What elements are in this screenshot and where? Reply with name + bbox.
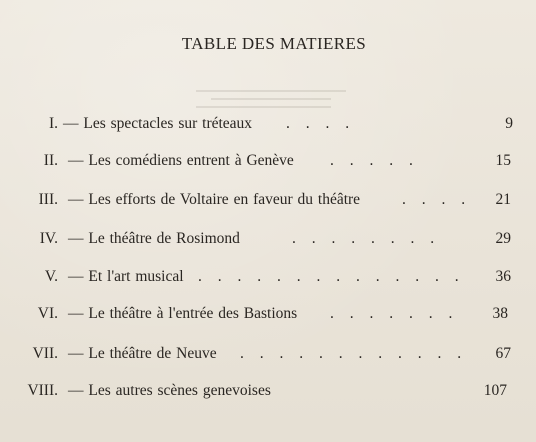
chapter-title: — Les efforts de Voltaire en faveur du théâtre xyxy=(68,191,361,208)
chapter-number: V. xyxy=(44,268,58,285)
leader-dots: . . . . . . . . . . . . xyxy=(240,345,468,362)
toc-entry xyxy=(0,266,536,288)
leader-dots: . . . . xyxy=(286,115,356,132)
toc-entry xyxy=(0,113,536,135)
leader-dots: . . . . . . . . . . . . . . xyxy=(198,268,465,285)
page-number: 15 xyxy=(495,152,511,169)
leader-dots: . . . . . . . xyxy=(330,305,459,322)
chapter-title: — Le théâtre de Neuve xyxy=(68,345,217,362)
page-number: 67 xyxy=(495,345,511,362)
chapter-title: — Le théâtre de Rosimond xyxy=(68,230,240,247)
toc-entry xyxy=(0,380,536,402)
toc-entry xyxy=(0,228,536,250)
page-number: 107 xyxy=(483,382,507,399)
chapter-number: VI. xyxy=(37,305,58,322)
chapter-title: — Et l'art musical xyxy=(68,268,184,285)
page-number: 38 xyxy=(492,305,508,322)
page-number: 9 xyxy=(505,115,513,132)
toc-entry xyxy=(0,150,536,172)
chapter-number: I. xyxy=(48,115,58,132)
chapter-title: — Les spectacles sur tréteaux xyxy=(63,115,253,132)
chapter-number: VII. xyxy=(32,345,58,362)
chapter-title: — Le théâtre à l'entrée des Bastions xyxy=(68,305,298,322)
page-number: 29 xyxy=(495,230,511,247)
chapter-title: — Les autres scènes genevoises xyxy=(68,382,271,399)
chapter-number: II. xyxy=(43,152,58,169)
leader-dots: . . . . . xyxy=(330,152,419,169)
chapter-title: — Les comédiens entrent à Genève xyxy=(68,152,294,169)
page-title: TABLE DES MATIERES xyxy=(181,34,367,53)
toc-entry xyxy=(0,303,536,325)
toc-entry xyxy=(0,343,536,365)
toc-entry xyxy=(0,189,536,211)
leader-dots: . . . . xyxy=(402,191,472,208)
leader-dots: . . . . . . . . xyxy=(292,230,441,247)
chapter-number: IV. xyxy=(39,230,58,247)
chapter-number: III. xyxy=(38,191,58,208)
page-number: 36 xyxy=(495,268,511,285)
page-number: 21 xyxy=(495,191,511,208)
chapter-number: VIII. xyxy=(27,382,58,399)
